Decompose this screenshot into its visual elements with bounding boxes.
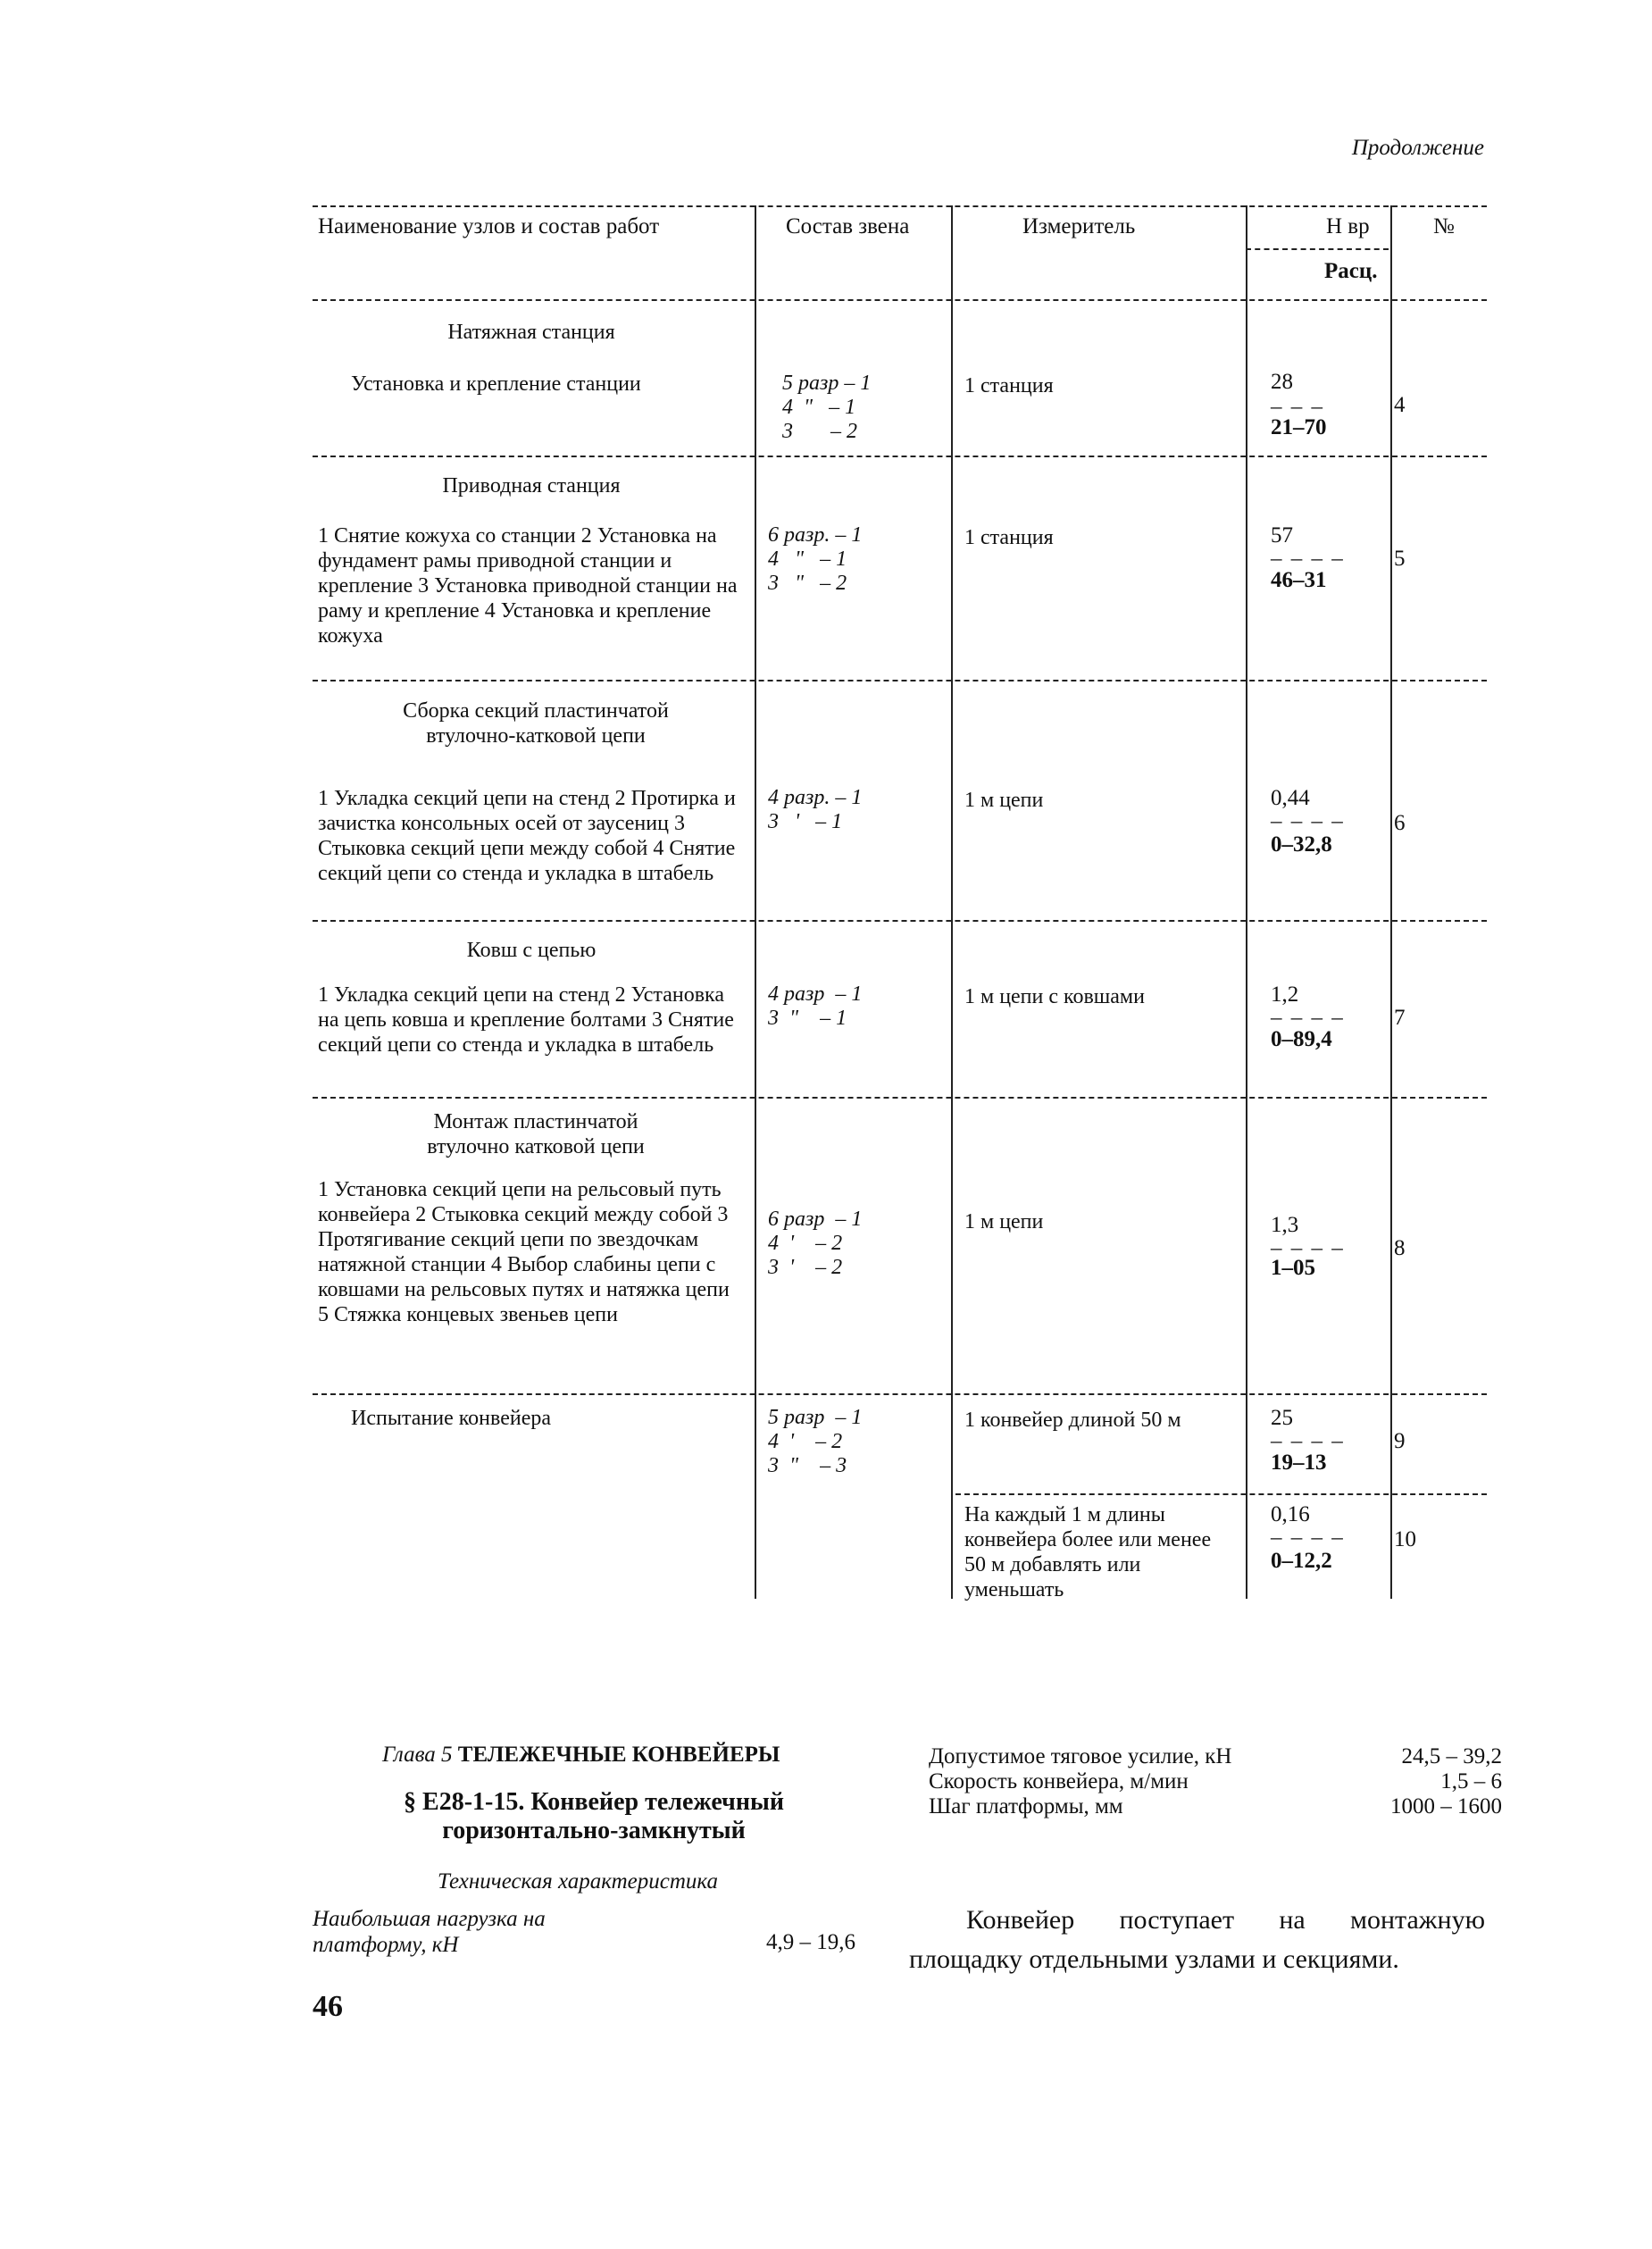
fraction-divider: – – – –	[1271, 547, 1345, 571]
fraction-divider: – – – –	[1271, 1429, 1345, 1453]
crew-composition: 5 разр – 1 4 " – 1 3 – 2	[782, 372, 872, 443]
crew-composition: 6 разр – 1 4 ' – 2 3 ' – 2	[768, 1208, 863, 1279]
unit: На каждый 1 м длины конвейера более или менее 50 м добавлять или уменьшать	[964, 1503, 1212, 1601]
norm-time: 57	[1271, 523, 1293, 548]
crew-composition: 4 разр. – 1 3 ' – 1	[768, 786, 863, 833]
work-description: Испытание конвейера	[351, 1407, 552, 1430]
rate: 0–89,4	[1271, 1027, 1332, 1051]
norm-time: 1,2	[1271, 982, 1299, 1007]
tech-characteristics-title: Техническая характеристика	[438, 1869, 719, 1894]
row-number: 10	[1394, 1527, 1416, 1551]
norm-time: 28	[1271, 370, 1293, 394]
work-description: 1 Укладка секций цепи на стенд 2 Протирка и зачистка консольных осей от заусениц 3 Стыковка секций цепи между собой 4 Снятие секций цепи со стенда и укладка в штабель	[318, 787, 736, 885]
rate: 21–70	[1271, 415, 1327, 439]
rate: 1–05	[1271, 1256, 1315, 1280]
crew-composition: 5 разр – 1 4 ' – 2 3 " – 3	[768, 1406, 863, 1477]
row-number: 4	[1394, 393, 1406, 417]
fraction-divider: – – – –	[1271, 1236, 1345, 1260]
paragraph-title	[357, 1788, 830, 1845]
paragraph-title-line2: горизонтально-замкнутый	[442, 1817, 746, 1844]
row-number: 9	[1394, 1429, 1406, 1453]
fraction-divider: – – – –	[1271, 1526, 1345, 1550]
header-norm-rate: Расц.	[1324, 259, 1378, 283]
section-title: Натяжная станция	[447, 321, 615, 344]
header-number: №	[1433, 214, 1455, 238]
rate: 19–13	[1271, 1451, 1327, 1475]
chapter-title: ТЕЛЕЖЕЧНЫЕ КОНВЕЙЕРЫ	[457, 1743, 780, 1767]
row-number: 6	[1394, 811, 1406, 835]
unit: 1 м цепи с ковшами	[964, 985, 1145, 1008]
continuation-label: Продолжение	[1351, 136, 1484, 160]
rate: 46–31	[1271, 568, 1327, 592]
work-description: Установка и крепление станции	[351, 372, 641, 396]
spec-label: Скорость конвейера, м/мин	[929, 1769, 1189, 1793]
chapter-heading	[382, 1742, 780, 1768]
spec-label: Шаг платформы, мм	[929, 1794, 1123, 1818]
crew-composition: 4 разр – 1 3 " – 1	[768, 982, 863, 1030]
assembly-note: Конвейер поступает на монтажную площадку отдельными узлами и секциями.	[909, 1905, 1485, 1974]
section-title: Приводная станция	[442, 474, 621, 497]
rate: 0–32,8	[1271, 832, 1332, 857]
norm-time: 0,44	[1271, 786, 1310, 810]
header-norm-time: Н вр	[1326, 214, 1370, 238]
norm-time: 25	[1271, 1406, 1293, 1430]
section-title: Ковш с цепью	[466, 939, 597, 962]
row-number: 7	[1394, 1006, 1406, 1030]
chapter-prefix: Глава 5	[382, 1743, 453, 1767]
paragraph-title-line1: § Е28-1-15. Конвейер тележечный	[404, 1788, 784, 1816]
section-title: Сборка секций пластинчатой втулочно-катковой цепи	[403, 699, 669, 748]
rate: 0–12,2	[1271, 1549, 1332, 1573]
fraction-divider: – – – –	[1271, 809, 1345, 833]
unit: 1 конвейер длиной 50 м	[964, 1409, 1181, 1432]
spec-value: 24,5 – 39,2	[1401, 1744, 1502, 1768]
norm-time: 0,16	[1271, 1502, 1310, 1526]
work-description: 1 Снятие кожуха со станции 2 Установка на фундамент рамы приводной станции и крепление 3 Установка приводной станции на раму и крепление 4 Установка и крепление кожуха	[318, 524, 738, 648]
header-crew: Состав звена	[786, 214, 910, 238]
max-load-label: Наибольшая нагрузка на платформу, кН	[313, 1907, 546, 1957]
header-name: Наименование узлов и состав работ	[318, 214, 660, 238]
fraction-divider: – – –	[1271, 395, 1324, 419]
row-number: 8	[1394, 1236, 1406, 1260]
page-number: 46	[313, 1990, 343, 2023]
norm-time: 1,3	[1271, 1213, 1299, 1237]
unit: 1 м цепи	[964, 789, 1044, 812]
unit: 1 станция	[964, 526, 1054, 549]
work-description: 1 Укладка секций цепи на стенд 2 Установка на цепь ковша и крепление болтами 3 Снятие секций цепи со стенда и укладка в штабель	[318, 983, 734, 1057]
spec-value: 1000 – 1600	[1390, 1794, 1502, 1818]
crew-composition: 6 разр. – 1 4 " – 1 3 " – 2	[768, 523, 863, 595]
spec-label: Допустимое тяговое усилие, кН	[929, 1744, 1232, 1768]
section-title: Монтаж пластинчатой втулочно катковой цепи	[427, 1110, 645, 1158]
max-load-value: 4,9 – 19,6	[766, 1930, 855, 1954]
row-number: 5	[1394, 547, 1406, 571]
work-description: 1 Установка секций цепи на рельсовый путь конвейера 2 Стыковка секций между собой 3 Протягивание секций цепи по звездочкам натяжной станции 4 Выбор слабины цепи с ковшами на рельсовых путях и натяжка цепи 5 Стяжка концевых звеньев цепи	[318, 1178, 730, 1326]
unit: 1 станция	[964, 374, 1054, 397]
header-unit: Измеритель	[1022, 214, 1136, 238]
fraction-divider: – – – –	[1271, 1006, 1345, 1030]
spec-value: 1,5 – 6	[1440, 1769, 1502, 1793]
unit: 1 м цепи	[964, 1210, 1044, 1233]
